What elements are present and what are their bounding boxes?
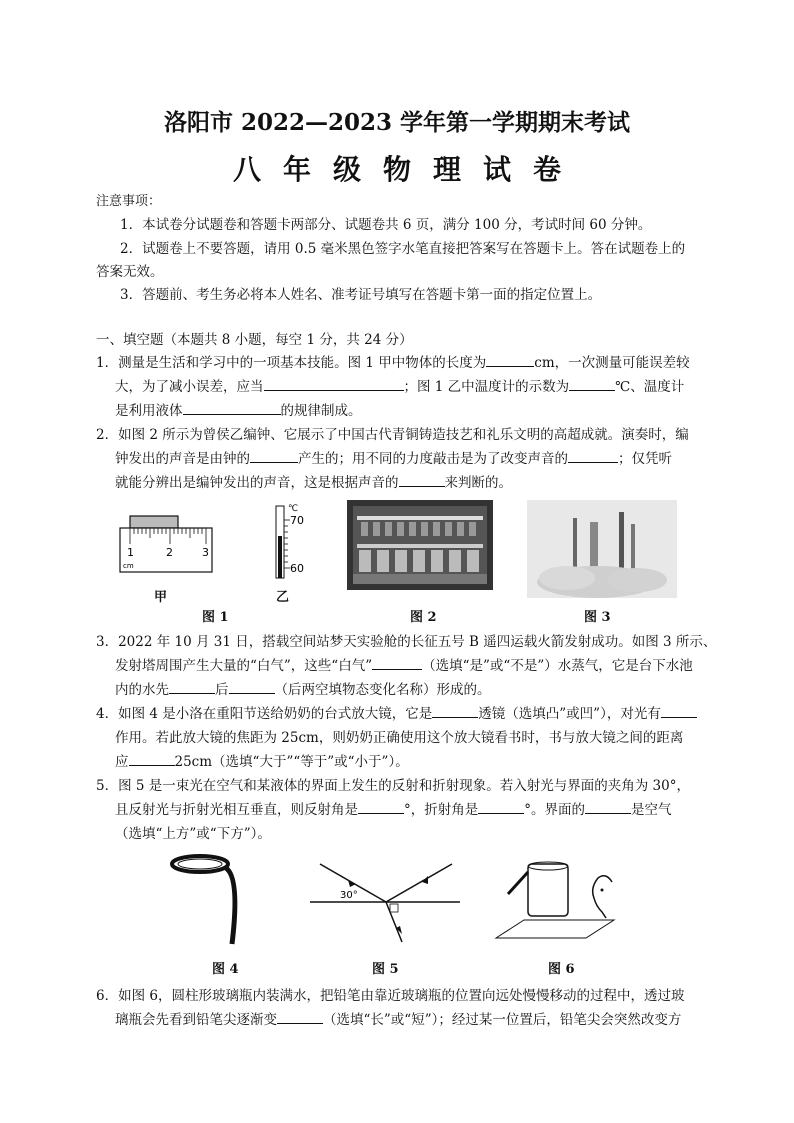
ruler-mark: 3 — [202, 546, 209, 559]
q3-text: 发射塔周围产生大量的“白气”，这些“白气” — [115, 658, 373, 674]
section-heading: 一、填空题（本题共 8 小题，每空 1 分，共 24 分） — [96, 332, 413, 348]
q4-text: 透镜（选填凸”或凹”），对光有 — [478, 706, 661, 722]
thermo-mark: 60 — [290, 562, 304, 575]
q2-line-2 — [115, 447, 672, 471]
q2-text: ；仅凭听 — [618, 451, 672, 467]
q5-text: 且反射光与折射光相互垂直，则反射角是 — [115, 802, 358, 818]
q3-text: 后 — [215, 682, 229, 698]
q2-line-3 — [115, 471, 512, 495]
q1-text: 大，为了减小误差，应当 — [115, 379, 264, 395]
q3-line-1: 3．2022 年 10 月 31 日，搭载空间站梦天实验舱的长征五号 B 遥四运载火箭发射成功。如图 3 所示、 — [96, 634, 717, 650]
figure-caption: 图 2 — [410, 610, 437, 625]
q4-text: 4．如图 4 是小洛在重阳节送给奶奶的台式放大镜，它是 — [96, 706, 433, 722]
answer-blank[interactable] — [264, 376, 404, 391]
notice-item-1: 1．本试卷分试题卷和答题卡两部分、试题卷共 6 页，满分 100 分，考试时间 60 分钟。 — [120, 217, 652, 233]
answer-blank[interactable] — [277, 1009, 323, 1024]
answer-blank[interactable] — [399, 472, 445, 487]
ruler-figure — [118, 514, 214, 574]
exam-title: 洛阳市 2022—2023 学年第一学期期末考试 — [163, 109, 631, 136]
thermo-mark: 70 — [290, 514, 304, 527]
q4-line-2: 作用。若此放大镜的焦距为 25cm，则奶奶正确使用这个放大镜看书时，书与放大镜之间的距离 — [115, 730, 684, 746]
q3-text: （后两空填物态变化名称）形成的。 — [274, 682, 491, 698]
q1-text: ℃、温度计 — [615, 379, 685, 395]
answer-blank[interactable] — [569, 376, 615, 391]
q3-text: （选填“是”或“不是”）水蒸气，它是台下水池 — [422, 658, 693, 674]
pencil — [508, 872, 528, 894]
answer-blank[interactable] — [568, 448, 618, 463]
q4-line-3 — [115, 750, 409, 774]
figure-caption: 图 4 — [212, 962, 239, 977]
ruler-mark: 2 — [166, 546, 173, 559]
q5-line-1: 5．图 5 是一束光在空气和某液体的界面上发生的反射和折射现象。若入射光与界面的夹角为 30°， — [96, 778, 690, 794]
ruler-unit: cm — [123, 562, 134, 570]
magnifier-figure — [160, 850, 250, 946]
q6-text: （选填“长”或“短”）；经过某一位置后，铅笔尖会突然改变方 — [323, 1012, 682, 1028]
q1-line-1 — [96, 351, 690, 375]
q1-text: ；图 1 乙中温度计的示数为 — [403, 379, 570, 395]
angle-label: 30° — [340, 890, 358, 901]
q2-line-1: 2．如图 2 所示为曾侯乙编钟、它展示了中国古代青铜铸造技艺和礼乐文明的高超成就。演奏时，编 — [96, 427, 689, 443]
answer-blank[interactable] — [372, 655, 422, 670]
answer-blank[interactable] — [129, 751, 175, 766]
q5-text: 是空气 — [631, 802, 672, 818]
notice-item-3: 3．答题前、考生务必将本人姓名、准考证号填写在答题卡第一面的指定位置上。 — [120, 287, 602, 303]
q2-text: 钟发出的声音是由钟的 — [115, 451, 250, 467]
answer-blank[interactable] — [358, 799, 404, 814]
reflected-ray — [386, 864, 452, 902]
refraction-diagram — [310, 860, 460, 946]
thermo-unit: ℃ — [288, 504, 299, 514]
q3-line-3 — [115, 678, 491, 702]
q2-text: 来判断的。 — [444, 475, 512, 491]
ruler-mark: 1 — [127, 546, 134, 559]
q3-text: 内的水先 — [115, 682, 169, 698]
exam-subtitle: 八年级物理试卷 — [232, 153, 583, 186]
measured-object — [130, 516, 178, 528]
rocket-launch-photo — [527, 500, 677, 598]
q6-line-1: 6．如图 6，圆柱形玻璃瓶内装满水，把铅笔由靠近玻璃瓶的位置向远处慢慢移动的过程中，透过玻 — [96, 988, 685, 1004]
figure-caption: 图 1 — [202, 610, 229, 625]
bianzhong-photo — [347, 500, 493, 590]
figure-caption: 图 6 — [548, 962, 575, 977]
refracted-ray — [386, 902, 402, 942]
notice-item-2a: 2．试题卷上不要答题，请用 0.5 毫米黑色签字水笔直接把答案写在答题卡上。答在试题卷上的 — [120, 241, 686, 257]
q5-text: °，折射角是 — [404, 802, 479, 818]
figure-sub-label: 乙 — [276, 590, 290, 605]
answer-blank[interactable] — [250, 448, 298, 463]
answer-blank[interactable] — [478, 799, 524, 814]
q2-text: 就能分辨出是编钟发出的声音，这是根据声音的 — [115, 475, 399, 491]
q4-text: 应 — [115, 754, 129, 770]
answer-blank[interactable] — [183, 400, 281, 415]
q3-line-2 — [115, 654, 693, 678]
q1-text: 的规律制成。 — [280, 403, 362, 419]
notice-item-2b: 答案无效。 — [96, 264, 164, 280]
notice-heading: 注意事项： — [96, 194, 162, 209]
answer-blank[interactable] — [486, 352, 534, 367]
figure-caption: 图 3 — [584, 610, 611, 625]
thermometer-figure — [266, 500, 314, 580]
q5-line-2 — [115, 798, 672, 822]
q5-text: °。界面的 — [524, 802, 585, 818]
answer-blank[interactable] — [229, 679, 275, 694]
q6-line-2 — [115, 1008, 681, 1032]
answer-blank[interactable] — [661, 703, 697, 718]
q1-text: 是利用液体 — [115, 403, 183, 419]
q1-line-2 — [115, 375, 684, 399]
q5-line-3: （选填“上方”或“下方”）。 — [115, 826, 271, 842]
figure-caption: 图 5 — [372, 962, 399, 977]
bottle-pencil-figure — [494, 858, 634, 946]
q1-text: 1．测量是生活和学习中的一项基本技能。图 1 甲中物体的长度为 — [96, 355, 487, 371]
answer-blank[interactable] — [432, 703, 478, 718]
answer-blank[interactable] — [585, 799, 631, 814]
observer-face — [593, 876, 612, 918]
answer-blank[interactable] — [169, 679, 215, 694]
figure-sub-label: 甲 — [154, 590, 168, 605]
q1-text: cm，一次测量可能误差较 — [534, 355, 690, 371]
q2-text: 产生的；用不同的力度敲击是为了改变声音的 — [298, 451, 568, 467]
glass-bottle — [528, 864, 568, 916]
q1-line-3 — [115, 399, 362, 423]
q6-text: 璃瓶会先看到铅笔尖逐渐变 — [115, 1012, 277, 1028]
q4-text: 25cm（选填“大于”“等于”或“小于”）。 — [174, 754, 409, 770]
q4-line-1 — [96, 702, 697, 726]
